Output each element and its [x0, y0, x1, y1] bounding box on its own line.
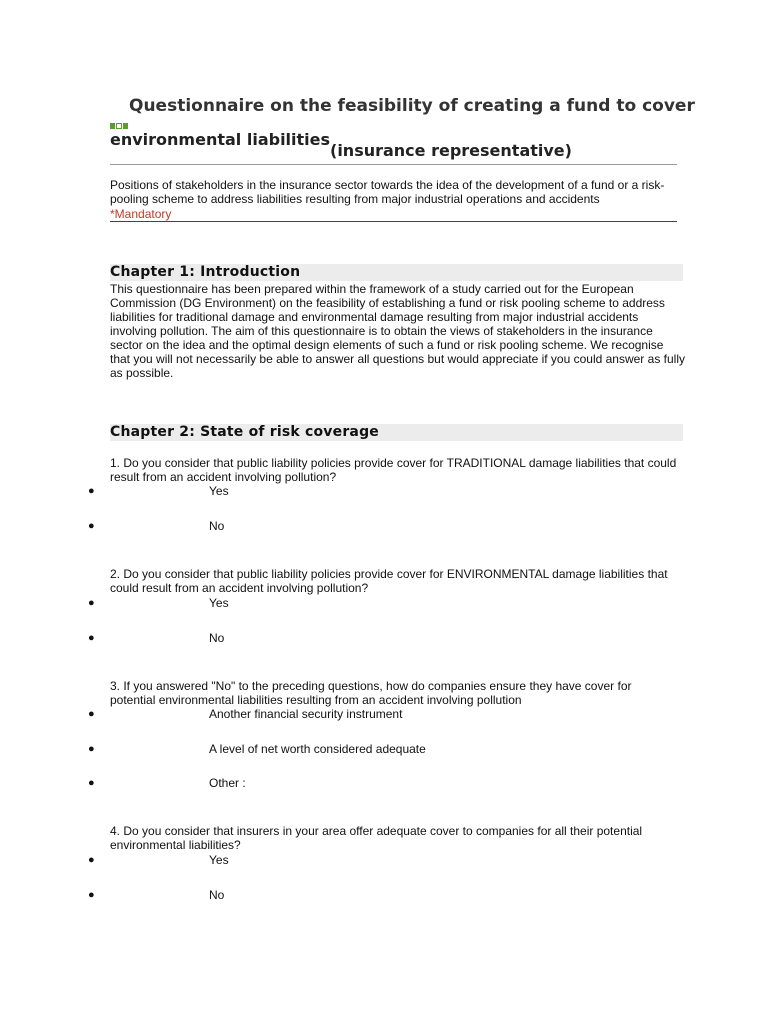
- question-4-option-no[interactable]: [88, 888, 648, 902]
- question-3-option-financial-instrument[interactable]: [88, 707, 648, 721]
- question-3-option-other[interactable]: [88, 776, 648, 790]
- option-label: Yes: [209, 484, 229, 498]
- chapter-1-body: This questionnaire has been prepared within the framework of a study carried out for the European Commission (DG Environment) on the feasibility of establishing a fund or risk pooling scheme to address liabilities for traditional damage and environmental damage resulting from major industrial accidents involving pollution. The aim of this questionnaire is to obtain the views of stakeholders in the insurance sector on the idea and the optimal design elements of such a fund or risk pooling scheme. We recognise that you will not necessarily be able to answer all questions but would appreciate if you could answer as fully as possible.: [110, 282, 685, 380]
- intro-divider: [110, 221, 677, 222]
- questionnaire-description: Positions of stakeholders in the insurance sector towards the idea of the development of a fund or a risk-pooling scheme to address liabilities resulting from major industrial operations and accidents: [110, 178, 665, 206]
- option-label: Other :: [209, 776, 246, 790]
- bullet-icon: ●: [88, 520, 95, 532]
- question-3: 3. If you answered "No" to the preceding questions, how do companies ensure they have cover for potential environmental liabilities resulting from an accident involving pollution: [110, 679, 632, 707]
- question-1: 1. Do you consider that public liability policies provide cover for TRADITIONAL damage liabilities that could result from an accident involving pollution?: [110, 456, 677, 484]
- option-label: A level of net worth considered adequate: [209, 742, 426, 756]
- chapter-1-heading: Chapter 1: Introduction: [110, 264, 683, 281]
- bullet-icon: ●: [88, 743, 95, 755]
- question-2-option-yes[interactable]: [88, 596, 648, 610]
- mandatory-note: *Mandatory: [110, 207, 172, 221]
- bullet-icon: ●: [88, 597, 95, 609]
- question-4: 4. Do you consider that insurers in your area offer adequate cover to companies for all their potential environmental liabilities?: [110, 824, 643, 852]
- chapter-2-heading: Chapter 2: State of risk coverage: [110, 424, 683, 441]
- bullet-icon: ●: [88, 632, 95, 644]
- bullet-icon: ●: [88, 889, 95, 901]
- bullet-icon: ●: [88, 777, 95, 789]
- question-2-option-no[interactable]: [88, 631, 648, 645]
- page-title-line-2: environmental liabilities: [110, 130, 331, 149]
- option-label: Yes: [209, 596, 229, 610]
- question-3-option-net-worth[interactable]: [88, 742, 648, 756]
- option-label: Another financial security instrument: [209, 707, 403, 721]
- option-label: No: [209, 519, 225, 533]
- option-label: No: [209, 888, 225, 902]
- bullet-icon: ●: [88, 854, 95, 866]
- bullet-icon: ●: [88, 708, 95, 720]
- option-label: Yes: [209, 853, 229, 867]
- green-squares-logo-icon: [110, 122, 130, 130]
- question-4-option-yes[interactable]: [88, 853, 648, 867]
- bullet-icon: ●: [88, 485, 95, 497]
- header-divider: [110, 164, 677, 165]
- page-subtitle: (insurance representative): [330, 141, 572, 160]
- question-1-option-no[interactable]: [88, 519, 648, 533]
- question-1-option-yes[interactable]: [88, 484, 648, 498]
- question-2: 2. Do you consider that public liability policies provide cover for ENVIRONMENTAL damage liabilities that could result from an accident involving pollution?: [110, 567, 668, 595]
- option-label: No: [209, 631, 225, 645]
- page-title-line-1: Questionnaire on the feasibility of creating a fund to cover: [129, 96, 695, 116]
